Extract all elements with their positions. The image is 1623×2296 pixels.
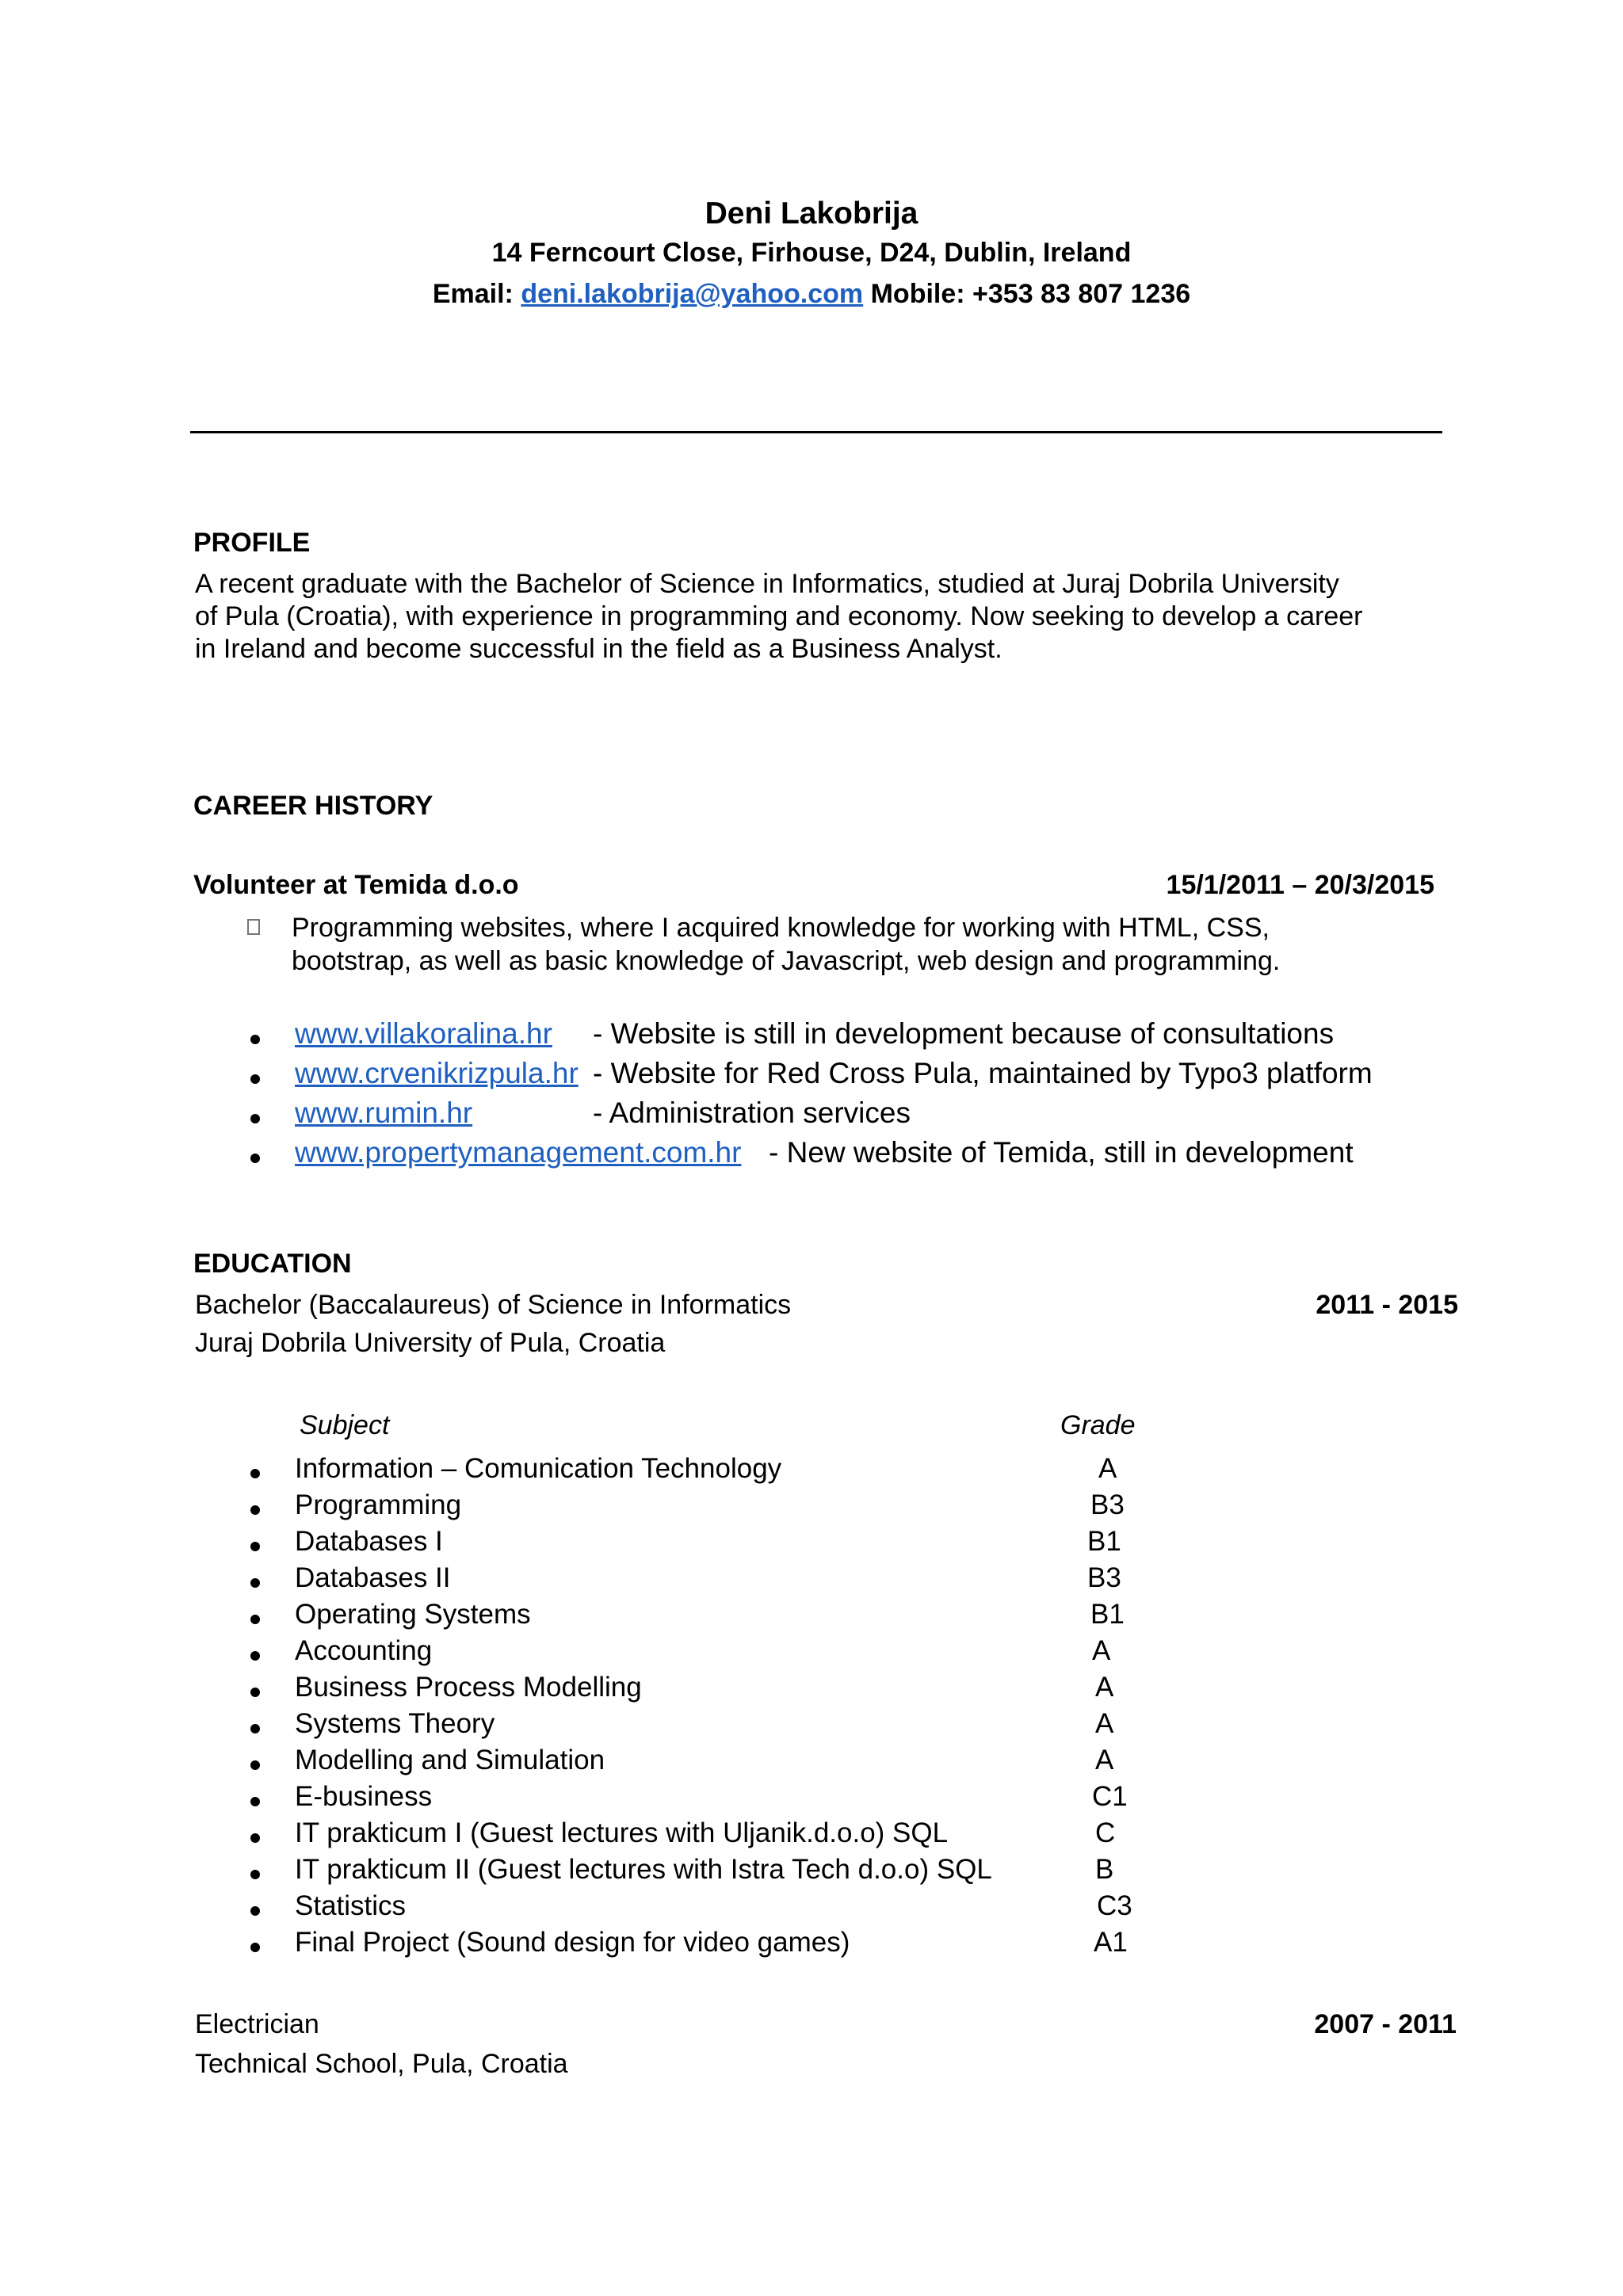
subject-name: IT prakticum II (Guest lectures with Istra Tech d.o.o) SQL: [295, 1854, 992, 1885]
bullet-icon: [250, 1615, 260, 1624]
subject-grade: A: [1095, 1672, 1114, 1703]
candidate-address: 14 Ferncourt Close, Firhouse, D24, Dublin, Ireland: [491, 238, 1132, 268]
bullet-icon: [250, 1943, 260, 1952]
profile-heading: PROFILE: [193, 528, 311, 558]
subject-name: Databases II: [295, 1562, 451, 1593]
education-heading: EDUCATION: [193, 1249, 352, 1279]
grade-column-header: Grade: [1060, 1410, 1136, 1440]
subject-grade: A1: [1094, 1927, 1128, 1958]
bullet-icon: [250, 1724, 260, 1733]
bullet-icon: [250, 1651, 260, 1661]
subject-grade: B3: [1087, 1562, 1121, 1593]
bullet-icon: [250, 1833, 260, 1843]
bullet-icon: [250, 1074, 260, 1084]
website-description: - New website of Temida, still in development: [769, 1136, 1354, 1169]
subject-name: Operating Systems: [295, 1599, 531, 1630]
website-link[interactable]: www.crvenikrizpula.hr: [295, 1057, 579, 1089]
job-dates: 15/1/2011 – 20/3/2015: [1166, 870, 1434, 900]
bullet-icon: [250, 1870, 260, 1879]
website-link[interactable]: www.propertymanagement.com.hr: [295, 1136, 742, 1169]
bullet-icon: [250, 1505, 260, 1515]
bullet-icon: [250, 1542, 260, 1551]
subject-column-header: Subject: [300, 1410, 390, 1440]
bullet-icon: [250, 1797, 260, 1806]
bullet-icon: [250, 1114, 260, 1123]
box-bullet-icon: [247, 919, 260, 935]
degree-years: 2011 - 2015: [1316, 1290, 1458, 1320]
subject-name: Programming: [295, 1489, 462, 1520]
subject-name: Modelling and Simulation: [295, 1745, 605, 1775]
subject-name: Systems Theory: [295, 1708, 495, 1739]
subject-grade: C3: [1097, 1890, 1132, 1921]
university-name: Juraj Dobrila University of Pula, Croatia: [195, 1328, 666, 1358]
website-description: - Administration services: [593, 1097, 911, 1129]
subject-name: E-business: [295, 1781, 433, 1812]
candidate-name: Deni Lakobrija: [705, 196, 918, 231]
subject-name: Business Process Modelling: [295, 1672, 642, 1703]
subject-grade: A: [1092, 1635, 1111, 1666]
subject-grade: A: [1098, 1453, 1117, 1484]
bullet-icon: [250, 1688, 260, 1697]
subject-grade: A: [1095, 1708, 1114, 1739]
header-divider: [190, 431, 1442, 433]
mobile-number: Mobile: +353 83 807 1236: [870, 279, 1191, 309]
profile-line: in Ireland and become successful in the field as a Business Analyst.: [195, 634, 1002, 664]
website-description: - Website for Red Cross Pula, maintained by Typo3 platform: [593, 1057, 1373, 1089]
email-label: Email:: [432, 279, 514, 309]
subject-grade: C1: [1092, 1781, 1128, 1812]
subject-grade: A: [1095, 1745, 1114, 1775]
job-title: Volunteer at Temida d.o.o: [193, 870, 519, 900]
website-description: - Website is still in development because of consultations: [593, 1017, 1335, 1050]
subject-grade: B1: [1090, 1599, 1125, 1630]
subject-name: Final Project (Sound design for video games): [295, 1927, 850, 1958]
bullet-icon: [250, 1760, 260, 1770]
bullet-icon: [250, 1906, 260, 1916]
subject-grade: B1: [1087, 1526, 1121, 1557]
bullet-icon: [250, 1469, 260, 1478]
subject-name: Accounting: [295, 1635, 433, 1666]
email-link[interactable]: deni.lakobrija@yahoo.com: [521, 279, 864, 309]
subject-name: IT prakticum I (Guest lectures with Uljanik.d.o.o) SQL: [295, 1817, 949, 1848]
subject-name: Information – Comunication Technology: [295, 1453, 782, 1484]
subject-grade: C: [1095, 1817, 1116, 1848]
degree-name: Bachelor (Baccalaureus) of Science in Informatics: [195, 1290, 792, 1320]
website-link[interactable]: www.rumin.hr: [295, 1097, 473, 1129]
bullet-icon: [250, 1578, 260, 1588]
job-description-line: Programming websites, where I acquired knowledge for working with HTML, CSS,: [292, 913, 1270, 943]
subject-grade: B3: [1090, 1489, 1125, 1520]
career-heading: CAREER HISTORY: [193, 791, 433, 821]
bullet-icon: [250, 1035, 260, 1044]
profile-line: of Pula (Croatia), with experience in programming and economy. Now seeking to develop a career: [195, 601, 1363, 631]
subject-name: Statistics: [295, 1890, 407, 1921]
school-name: Technical School, Pula, Croatia: [195, 2049, 568, 2079]
subject-name: Databases I: [295, 1526, 443, 1557]
school-years: 2007 - 2011: [1314, 2009, 1457, 2039]
job-description-line: bootstrap, as well as basic knowledge of Javascript, web design and programming.: [292, 946, 1281, 976]
profile-line: A recent graduate with the Bachelor of Science in Informatics, studied at Juraj Dobrila University: [195, 569, 1339, 599]
website-link[interactable]: www.villakoralina.hr: [295, 1017, 552, 1050]
school-qualification: Electrician: [195, 2009, 319, 2039]
contact-line: [0, 279, 1623, 310]
subject-grade: B: [1095, 1854, 1114, 1885]
bullet-icon: [250, 1154, 260, 1163]
